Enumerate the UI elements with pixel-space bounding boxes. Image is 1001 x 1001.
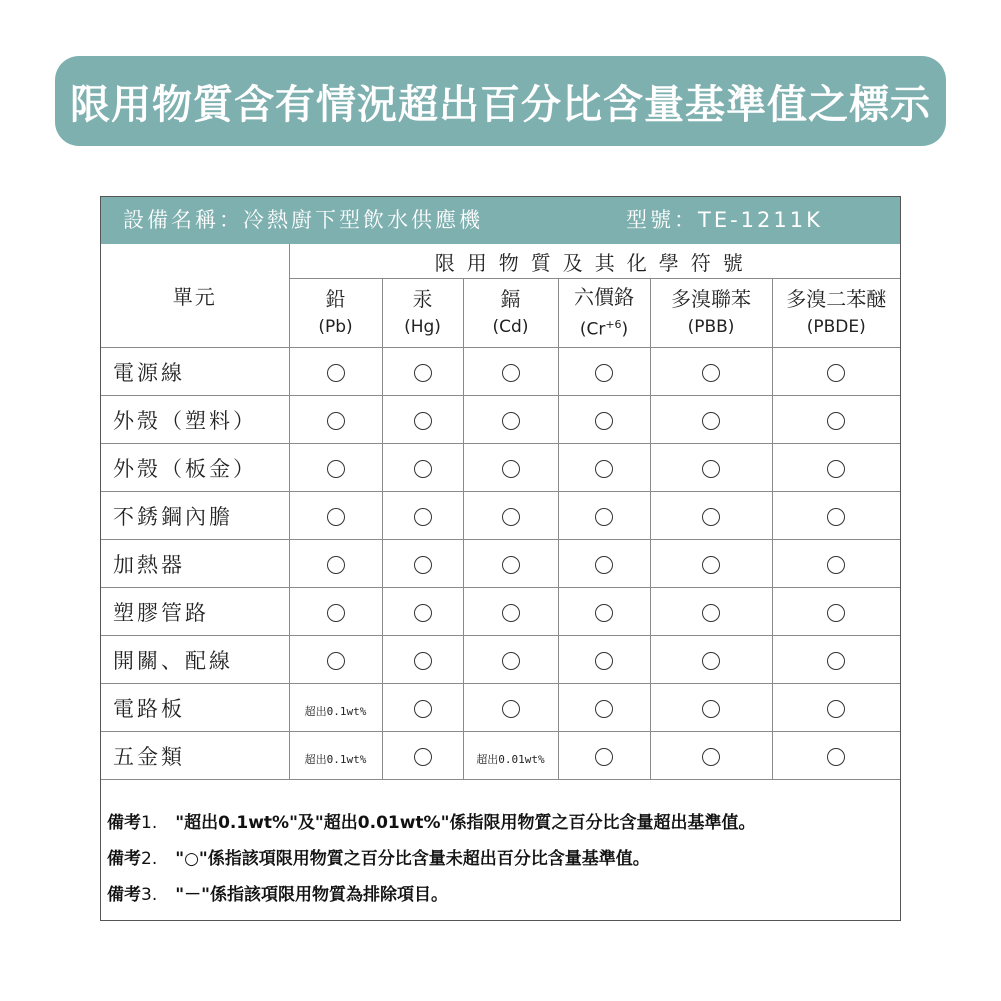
compliant-mark [289,348,382,396]
circle-icon [702,652,720,670]
compliant-mark [650,732,772,780]
exceed-value: 超出0.1wt% [289,684,382,732]
circle-icon [702,460,720,478]
compliant-mark [772,732,900,780]
note-item: 備考1. "超出0.1wt%"及"超出0.01wt%"係指限用物質之百分比含量超出基準值。 [107,813,756,833]
circle-icon [414,508,432,526]
compliant-mark [558,396,650,444]
circle-icon [414,364,432,382]
compliant-mark [558,684,650,732]
unit-label: 五金類 [101,732,289,780]
circle-icon [595,604,613,622]
compliant-mark [772,492,900,540]
circle-icon [595,364,613,382]
circle-icon [414,604,432,622]
substance-header: 汞 (Hg) [382,279,463,348]
circle-icon [414,556,432,574]
compliant-mark [650,540,772,588]
compliant-mark [382,444,463,492]
note-item: 備考2. "○"係指該項限用物質之百分比含量未超出百分比含量基準值。 [107,849,650,869]
compliant-mark [650,588,772,636]
compliant-mark [558,540,650,588]
circle-icon [702,364,720,382]
compliant-mark [289,540,382,588]
table-row [101,396,900,444]
table-row [101,588,900,636]
compliant-mark [382,396,463,444]
compliant-mark [772,540,900,588]
compliant-mark [650,348,772,396]
exceed-value: 超出0.01wt% [463,732,558,780]
unit-label: 外殼（板金） [101,444,289,492]
declaration-sheet [100,196,901,921]
circle-icon [327,604,345,622]
circle-icon [702,700,720,718]
circle-icon [502,556,520,574]
circle-icon [502,364,520,382]
compliant-mark [772,444,900,492]
circle-icon [502,412,520,430]
compliant-mark [772,588,900,636]
note-item: 備考3. "－"係指該項限用物質為排除項目。 [107,885,448,905]
circle-icon [827,652,845,670]
table-row [101,732,900,780]
circle-icon [827,604,845,622]
circle-icon [827,364,845,382]
compliant-mark [558,348,650,396]
title-banner [55,56,946,146]
circle-icon [327,460,345,478]
compliant-mark [463,588,558,636]
circle-icon [327,556,345,574]
circle-icon [827,748,845,766]
device-model: 型號：TE-1211K [626,208,823,232]
unit-label: 外殼（塑料） [101,396,289,444]
table-row [101,684,900,732]
compliant-mark [463,540,558,588]
table-row [101,444,900,492]
circle-icon [502,652,520,670]
circle-icon [827,556,845,574]
header-row-group [101,244,900,279]
table-row [101,540,900,588]
compliant-mark [650,492,772,540]
compliant-mark [558,444,650,492]
circle-icon [414,652,432,670]
circle-icon [827,412,845,430]
compliant-mark [558,732,650,780]
circle-icon [327,508,345,526]
compliant-mark [558,636,650,684]
compliant-mark [463,348,558,396]
device-name: 設備名稱：冷熱廚下型飲水供應機 [123,208,483,232]
substance-header: 多溴聯苯 (PBB) [650,279,772,348]
page-title: 限用物質含有情況超出百分比含量基準值之標示 [70,81,931,128]
substance-header: 鉛 (Pb) [289,279,382,348]
circle-icon [327,652,345,670]
circle-icon [595,460,613,478]
compliant-mark [772,348,900,396]
compliant-mark [650,684,772,732]
table-row [101,636,900,684]
circle-icon [502,604,520,622]
table-row [101,492,900,540]
compliant-mark [289,444,382,492]
unit-header: 單元 [101,244,289,348]
substance-table [101,244,900,780]
exceed-value: 超出0.1wt% [289,732,382,780]
unit-label: 加熱器 [101,540,289,588]
notes-section [107,805,897,913]
substance-header: 六價鉻 $(Cr^{+6})$ [558,279,650,348]
circle-icon [595,748,613,766]
circle-icon [502,460,520,478]
circle-icon [702,556,720,574]
circle-icon [595,412,613,430]
circle-icon [827,460,845,478]
unit-label: 不銹鋼內膽 [101,492,289,540]
compliant-mark [463,444,558,492]
compliant-mark [463,636,558,684]
substance-header: 多溴二苯醚 (PBDE) [772,279,900,348]
compliant-mark [772,396,900,444]
circle-icon [327,412,345,430]
compliant-mark [289,396,382,444]
compliant-mark [382,540,463,588]
compliant-mark [289,588,382,636]
compliant-mark [382,348,463,396]
compliant-mark [650,444,772,492]
circle-icon [702,748,720,766]
unit-label: 開關、配線 [101,636,289,684]
substance-group-header: 限用物質及其化學符號 [289,244,900,279]
compliant-mark [382,492,463,540]
substance-header: 鎘 (Cd) [463,279,558,348]
compliant-mark [289,636,382,684]
compliant-mark [650,396,772,444]
circle-icon [702,412,720,430]
circle-icon [702,508,720,526]
circle-icon [827,508,845,526]
compliant-mark [382,588,463,636]
circle-icon [595,556,613,574]
circle-icon [327,364,345,382]
compliant-mark [289,492,382,540]
circle-icon [414,700,432,718]
circle-icon [827,700,845,718]
device-info-bar [101,197,900,244]
circle-icon [595,652,613,670]
unit-label: 電源線 [101,348,289,396]
circle-icon [414,748,432,766]
unit-label: 電路板 [101,684,289,732]
compliant-mark [650,636,772,684]
circle-icon [595,700,613,718]
compliant-mark [558,492,650,540]
circle-icon [595,508,613,526]
table-row [101,348,900,396]
compliant-mark [463,492,558,540]
unit-label: 塑膠管路 [101,588,289,636]
compliant-mark [382,636,463,684]
compliant-mark [558,588,650,636]
compliant-mark [382,732,463,780]
circle-icon [414,412,432,430]
compliant-mark [463,684,558,732]
circle-icon [414,460,432,478]
circle-icon [502,508,520,526]
compliant-mark [463,396,558,444]
circle-icon [702,604,720,622]
circle-icon [502,700,520,718]
compliant-mark [772,684,900,732]
compliant-mark [772,636,900,684]
compliant-mark [382,684,463,732]
